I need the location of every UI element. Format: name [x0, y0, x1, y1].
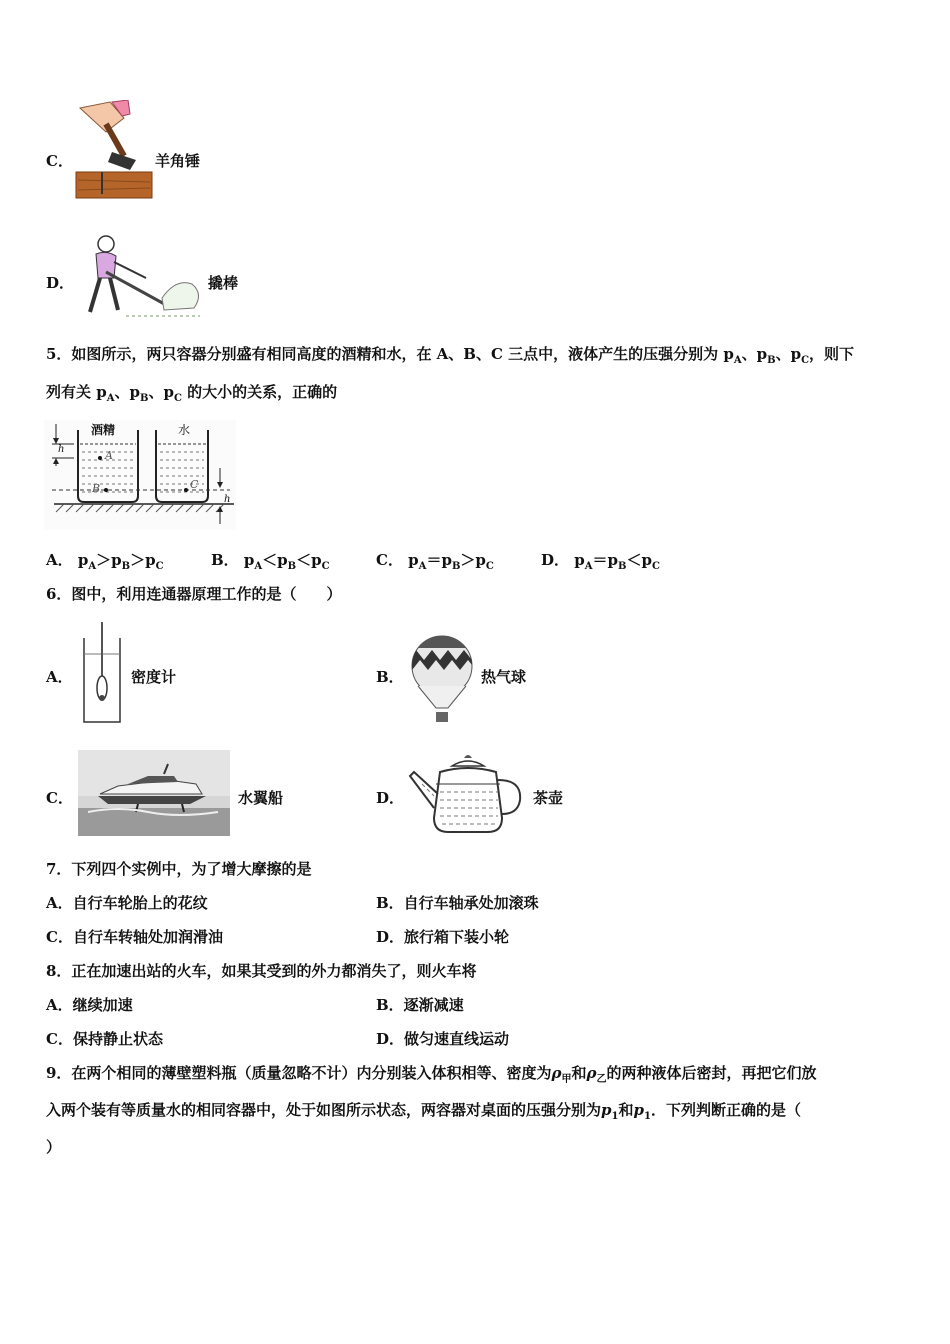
q6-stem: 6．图中，利用连通器原理工作的是（ ） [46, 585, 342, 603]
q8-option-d[interactable]: D．做匀速直线运动 [376, 1030, 510, 1048]
teapot-image [408, 752, 526, 836]
q7-stem: 7．下列四个实例中，为了增大摩擦的是 [46, 860, 312, 878]
q8-option-a[interactable]: A．继续加速 [46, 996, 133, 1014]
fig-point-b: B [92, 482, 101, 495]
q8-stem: 8．正在加速出站的火车，如果其受到的外力都消失了，则火车将 [46, 962, 477, 980]
fig-h-right: h [224, 494, 231, 505]
q6-option-d-label: 茶壶 [533, 789, 564, 807]
q5-option-c[interactable]: C． $p_A=p_B>p_C$ [376, 551, 494, 572]
q9-stem-line2: 入两个装有等质量水的相同容器中，处于如图所示状态，两容器对桌面的压强分别为$p_1$和$p_1$．下列判断正确的是（ [46, 1101, 801, 1122]
q5-option-d[interactable]: D． $p_A=p_B<p_C$ [541, 551, 660, 572]
q4-option-c-label: 羊角锤 [155, 152, 201, 170]
q5-containers-figure [44, 420, 236, 530]
q5-option-a[interactable]: A． $p_A>p_B>p_C$ [46, 551, 164, 572]
q8-option-c[interactable]: C．保持静止状态 [46, 1030, 163, 1048]
fig-h-left: h [58, 444, 65, 455]
q5-stem-line2: 列有关 $p_A$、$p_B$、$p_C$ 的大小的关系，正确的 [46, 383, 338, 404]
q5-stem-line1: 5．如图所示，两只容器分别盛有相同高度的酒精和水，在 A、B、C 三点中，液体产生的压强分别为 $p_A$、$p_B$、$p_C$，则下 [46, 345, 855, 366]
q6-option-c-label: 水翼船 [238, 789, 284, 807]
q6-option-a-label: 密度计 [131, 668, 177, 686]
q6-option-b-label: 热气球 [481, 668, 527, 686]
hydrometer-image [78, 620, 126, 726]
hot-air-balloon-image [408, 634, 476, 726]
q6-option-d-letter[interactable]: D． [376, 789, 405, 807]
q5-option-b[interactable]: B． $p_A<p_B<p_C$ [211, 551, 330, 572]
fig-point-c: C [190, 478, 199, 491]
fig-label-alcohol: 酒精 [91, 423, 116, 437]
q4-option-d-letter: D． [46, 274, 75, 292]
q7-option-b[interactable]: B．自行车轴承处加滚珠 [376, 894, 539, 912]
q9-stem-line3: ） [46, 1138, 62, 1156]
claw-hammer-image [72, 100, 158, 202]
q7-option-d[interactable]: D．旅行箱下装小轮 [376, 928, 510, 946]
q6-option-b-letter[interactable]: B． [376, 668, 404, 686]
hydrofoil-boat-image [78, 750, 230, 836]
q7-option-c[interactable]: C．自行车转轴处加润滑油 [46, 928, 223, 946]
q6-option-a-letter[interactable]: A． [46, 668, 73, 686]
q8-option-b[interactable]: B．逐渐减速 [376, 996, 464, 1014]
q6-option-c-letter[interactable]: C． [46, 789, 73, 807]
fig-label-water: 水 [178, 423, 191, 437]
q4-option-c-letter: C． [46, 152, 73, 170]
crowbar-image [76, 232, 206, 324]
q4-option-d-label: 撬棒 [208, 274, 239, 292]
q7-option-a[interactable]: A．自行车轮胎上的花纹 [46, 894, 208, 912]
q9-stem-line1: 9．在两个相同的薄壁塑料瓶（质量忽略不计）内分别装入体积相等、密度为$\rho_甲$和$\rho_乙$的两种液体后密封，再把它们放 [46, 1064, 817, 1085]
fig-point-a: A [105, 449, 113, 462]
